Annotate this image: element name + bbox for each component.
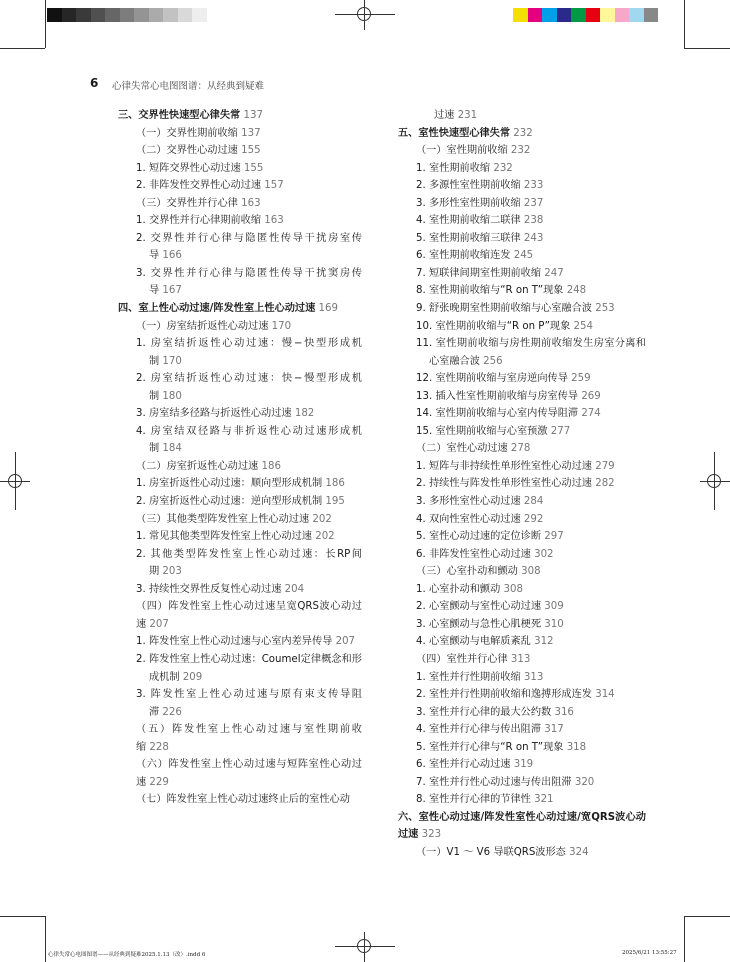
color-swatch xyxy=(600,8,615,22)
toc-entry[interactable] xyxy=(398,809,646,844)
toc-page-number: 313 xyxy=(520,671,544,683)
registration-mark-icon xyxy=(8,474,22,488)
toc-entry-label: 10. 室性期前收缩与“R on P”现象 xyxy=(416,320,571,332)
toc-entry[interactable] xyxy=(398,546,646,564)
toc-page-number: 302 xyxy=(530,548,554,560)
toc-entry[interactable] xyxy=(398,107,646,125)
toc-page-number: 237 xyxy=(520,197,544,209)
toc-entry[interactable] xyxy=(398,844,646,862)
toc-entry[interactable] xyxy=(398,177,646,195)
toc-entry[interactable] xyxy=(118,458,362,476)
toc-entry[interactable] xyxy=(118,195,362,213)
toc-entry[interactable] xyxy=(398,300,646,318)
toc-entry-label: 3. 心室颤动与急性心肌梗死 xyxy=(416,618,542,630)
crop-mark xyxy=(684,916,730,917)
toc-entry[interactable] xyxy=(118,107,362,125)
toc-entry[interactable] xyxy=(398,440,646,458)
toc-entry-label: 13. 插入性室性期前收缩与房室传导 xyxy=(416,390,579,402)
toc-entry[interactable] xyxy=(118,300,362,318)
toc-entry[interactable] xyxy=(398,388,646,406)
crop-mark xyxy=(45,916,46,962)
toc-entry-label: 4. 心室颤动与电解质紊乱 xyxy=(416,636,531,648)
toc-entry[interactable] xyxy=(118,370,362,405)
toc-entry-label: 1. 交界性并行心律期前收缩 xyxy=(136,215,262,227)
toc-entry-label: 5. 室性期前收缩三联律 xyxy=(416,232,521,244)
footer-timestamp: 2025/6/21 13:55:27 xyxy=(622,950,677,956)
toc-page-number: 157 xyxy=(261,180,284,192)
toc-entry[interactable] xyxy=(118,318,362,336)
toc-entry-label: 5. 室性心动过速的定位诊断 xyxy=(416,531,542,543)
toc-entry[interactable] xyxy=(398,651,646,669)
toc-entry-label: 15. 室性期前收缩与心室预激 xyxy=(416,425,548,437)
toc-page-number: 310 xyxy=(541,618,564,630)
toc-entry[interactable] xyxy=(398,125,646,143)
toc-page-number: 308 xyxy=(500,583,523,595)
toc-entry-label: 2. 持续性与阵发性单形性室性心动过速 xyxy=(416,478,592,490)
toc-entry-label: 1. 房室折返性心动过速：顺向型形成机制 xyxy=(136,478,323,490)
toc-page-number: 309 xyxy=(541,601,564,613)
toc-page-number: 207 xyxy=(146,618,169,630)
toc-entry-label: 2. 房室结折返性心动过速：快−慢型形成机制 xyxy=(136,373,362,402)
toc-page-number: 259 xyxy=(567,373,591,385)
toc-entry[interactable] xyxy=(398,704,646,722)
toc-entry[interactable] xyxy=(118,528,362,546)
toc-page-number: 169 xyxy=(315,303,338,315)
toc-page-number: 274 xyxy=(578,408,601,420)
toc-entry-label: 8. 室性期前收缩与“R on T”现象 xyxy=(416,285,564,297)
toc-entry-label: 2. 其他类型阵发性室上性心动过速：长RP间期 xyxy=(136,548,362,578)
toc-entry-label: 1. 室性并行性期前收缩 xyxy=(416,671,521,683)
color-swatch xyxy=(47,8,62,22)
toc-page-number: 269 xyxy=(578,390,601,402)
toc-entry[interactable] xyxy=(398,423,646,441)
toc-page-number: 253 xyxy=(591,303,615,315)
color-swatch xyxy=(571,8,586,22)
toc-entry[interactable] xyxy=(398,563,646,581)
color-swatch xyxy=(557,8,572,22)
toc-entry-label: 3. 多形性室性心动过速 xyxy=(416,496,521,508)
toc-entry-label: 1. 常见其他类型阵发性室上性心动过速 xyxy=(136,531,312,543)
toc-entry-label: 3. 多形性室性期前收缩 xyxy=(416,197,521,209)
toc-entry-label: （三）交界性并行心律 xyxy=(136,197,238,209)
color-swatch xyxy=(120,8,135,22)
color-swatch xyxy=(91,8,106,22)
toc-entry-label: 4. 室性并行心律与传出阻滞 xyxy=(416,724,542,736)
toc-entry-label: 1. 阵发性室上性心动过速与心室内差异传导 xyxy=(136,636,333,648)
toc-page-number: 186 xyxy=(322,478,345,490)
toc-page-number: 209 xyxy=(179,671,203,683)
toc-page-number: 204 xyxy=(281,583,305,595)
toc-page-number: 231 xyxy=(454,110,478,121)
toc-entry-label: （六）阵发性室上性心动过速与短阵室性心动过速 xyxy=(136,759,362,788)
toc-page-number: 320 xyxy=(571,776,595,788)
toc-entry-label: （二）房室折返性心动过速 xyxy=(136,460,259,472)
toc-entry[interactable] xyxy=(118,598,362,633)
color-swatch xyxy=(192,8,207,22)
toc-page-number: 319 xyxy=(510,759,534,771)
toc-entry[interactable] xyxy=(398,212,646,230)
toc-entry[interactable] xyxy=(118,546,362,581)
toc-entry[interactable] xyxy=(118,405,362,423)
toc-page-number: 297 xyxy=(541,531,564,543)
color-swatch xyxy=(528,8,543,22)
toc-entry[interactable] xyxy=(118,651,362,686)
toc-left-column xyxy=(118,107,362,809)
toc-page-number: 226 xyxy=(159,706,182,718)
toc-page-number: 254 xyxy=(570,320,593,332)
toc-entry-label: 11. 室性期前收缩与房性期前收缩发生房室分离和心室融合波 xyxy=(416,338,646,367)
toc-entry[interactable] xyxy=(118,177,362,195)
toc-entry-label: 2. 多源性室性期前收缩 xyxy=(416,180,521,192)
toc-entry[interactable] xyxy=(398,230,646,248)
toc-page-number: 163 xyxy=(261,215,284,227)
crop-mark xyxy=(45,0,46,48)
toc-entry[interactable] xyxy=(118,160,362,178)
page-number: 6 xyxy=(90,76,99,90)
toc-page-number: 182 xyxy=(291,408,315,420)
toc-entry-label: 2. 交界性并行心律与隐匿性传导干扰房室传导 xyxy=(136,232,362,262)
toc-page-number: 248 xyxy=(563,285,587,297)
toc-entry[interactable] xyxy=(398,756,646,774)
toc-entry[interactable] xyxy=(398,318,646,336)
toc-page-number: 233 xyxy=(520,180,544,192)
registration-mark-icon xyxy=(357,939,371,953)
toc-entry[interactable] xyxy=(398,791,646,809)
toc-page-number: 245 xyxy=(510,250,534,262)
toc-entry[interactable] xyxy=(118,475,362,493)
toc-entry-label: 7. 室性并行性心动过速与传出阻滞 xyxy=(416,776,572,788)
toc-page-number: 202 xyxy=(309,513,332,525)
toc-page-number: 166 xyxy=(159,250,182,262)
toc-entry-label: 1. 短阵交界性心动过速 xyxy=(136,162,241,174)
toc-entry[interactable] xyxy=(118,423,362,458)
toc-page-number: 155 xyxy=(240,162,264,174)
toc-entry[interactable] xyxy=(118,511,362,529)
toc-page-number: 279 xyxy=(591,460,615,472)
toc-entry-label: （七）阵发性室上性心动过速终止后的室性心动 xyxy=(136,794,350,806)
toc-entry[interactable] xyxy=(118,633,362,651)
toc-page-number: 277 xyxy=(547,425,571,437)
color-swatch xyxy=(513,8,528,22)
toc-page-number: 247 xyxy=(541,267,564,279)
toc-page-number: 323 xyxy=(418,829,442,841)
toc-entry[interactable] xyxy=(398,405,646,423)
toc-page-number: 243 xyxy=(520,232,544,244)
toc-entry[interactable] xyxy=(118,230,362,265)
crop-mark xyxy=(684,916,685,962)
toc-entry[interactable] xyxy=(118,212,362,230)
toc-entry[interactable] xyxy=(398,598,646,616)
toc-entry[interactable] xyxy=(398,686,646,704)
toc-entry[interactable] xyxy=(398,265,646,283)
toc-page-number: 229 xyxy=(146,776,169,788)
toc-entry-label: （四）阵发性室上性心动过速呈宽QRS波心动过速 xyxy=(136,601,362,630)
toc-entry[interactable] xyxy=(398,721,646,739)
toc-entry[interactable] xyxy=(118,756,362,791)
toc-entry-label: （二）室性心动过速 xyxy=(416,443,508,455)
toc-entry-label: 5. 室性并行心律与“R on T”现象 xyxy=(416,741,564,753)
toc-page-number: 232 xyxy=(507,145,531,157)
toc-entry-label: 四、室上性心动过速/阵发性室上性心动过速 xyxy=(118,303,316,315)
toc-page-number: 170 xyxy=(268,320,292,332)
toc-right-column xyxy=(398,107,646,862)
toc-entry[interactable] xyxy=(398,669,646,687)
toc-entry[interactable] xyxy=(398,774,646,792)
toc-page-number: 232 xyxy=(490,162,513,174)
toc-page-number: 232 xyxy=(510,127,533,139)
toc-entry-label: 14. 室性期前收缩与心室内传导阻滞 xyxy=(416,408,579,420)
toc-page-number: 137 xyxy=(240,110,263,121)
toc-entry-label: （五）阵发性室上性心动过速与室性期前收缩 xyxy=(136,724,362,753)
toc-entry-label: 2. 心室颤动与室性心动过速 xyxy=(416,601,542,613)
toc-entry[interactable] xyxy=(398,195,646,213)
color-swatch xyxy=(134,8,149,22)
toc-page-number: 284 xyxy=(520,496,544,508)
toc-entry-label: 2. 阵发性室上性心动过速：Coumel定律概念和形成机制 xyxy=(136,653,362,683)
toc-entry-label: 4. 室性期前收缩二联律 xyxy=(416,215,521,227)
toc-entry-label: 2. 非阵发性交界性心动过速 xyxy=(136,180,262,192)
toc-entry[interactable] xyxy=(118,493,362,511)
toc-entry-label: 六、室性心动过速/阵发性室性心动过速/宽QRS波心动过速 xyxy=(398,811,646,841)
toc-entry-label: 三、交界性快速型心律失常 xyxy=(118,110,241,121)
toc-entry-label: （一）室性期前收缩 xyxy=(416,145,508,157)
toc-entry[interactable] xyxy=(398,335,646,370)
toc-entry[interactable] xyxy=(398,370,646,388)
crop-mark xyxy=(0,916,45,917)
toc-page-number: 278 xyxy=(507,443,531,455)
toc-entry[interactable] xyxy=(118,142,362,160)
toc-entry-label: 6. 室性并行心动过速 xyxy=(416,759,511,771)
footer-file-info: 心律失常心电图图谱——从经典到疑难2025.1.13（改）.indd 6 xyxy=(48,952,206,958)
toc-page-number: 155 xyxy=(237,145,261,157)
toc-entry-label: 2. 房室折返性心动过速：逆向型形成机制 xyxy=(136,496,323,508)
toc-entry[interactable] xyxy=(398,511,646,529)
toc-entry-label: 1. 室性期前收缩 xyxy=(416,162,491,174)
toc-entry[interactable] xyxy=(118,265,362,300)
toc-page-number: 312 xyxy=(530,636,554,648)
crop-mark xyxy=(0,48,45,49)
toc-entry-label: （三）其他类型阵发性室上性心动过速 xyxy=(136,513,310,525)
process-color-bar xyxy=(513,8,658,22)
toc-page-number: 317 xyxy=(541,724,564,736)
toc-entry[interactable] xyxy=(118,125,362,143)
toc-page-number: 180 xyxy=(159,390,182,402)
toc-entry[interactable] xyxy=(398,142,646,160)
toc-entry-label: 9. 舒张晚期室性期前收缩与心室融合波 xyxy=(416,303,592,315)
toc-entry-label: 8. 室性并行心律的节律性 xyxy=(416,794,531,806)
toc-entry-label: 3. 持续性交界性反复性心动过速 xyxy=(136,583,282,595)
toc-entry-label: 1. 房室结折返性心动过速：慢−快型形成机制 xyxy=(136,338,362,367)
toc-page-number: 314 xyxy=(591,689,615,701)
toc-entry[interactable] xyxy=(398,528,646,546)
toc-entry-label: 3. 阵发性室上性心动过速与原有束支传导阻滞 xyxy=(136,689,362,718)
toc-page-number: 238 xyxy=(520,215,544,227)
toc-entry[interactable] xyxy=(398,739,646,757)
toc-entry[interactable] xyxy=(398,633,646,651)
toc-entry-label: 12. 室性期前收缩与室房逆向传导 xyxy=(416,373,568,385)
color-swatch xyxy=(178,8,193,22)
toc-page-number: 321 xyxy=(530,794,554,806)
toc-entry-label: 3. 室性并行心律的最大公约数 xyxy=(416,706,552,718)
toc-entry[interactable] xyxy=(118,721,362,756)
toc-page-number: 228 xyxy=(146,741,169,753)
registration-mark-icon xyxy=(707,474,721,488)
toc-entry[interactable] xyxy=(398,160,646,178)
running-title: 心律失常心电图图谱：从经典到疑难 xyxy=(112,81,265,92)
toc-entry[interactable] xyxy=(398,458,646,476)
toc-entry[interactable] xyxy=(398,616,646,634)
toc-page-number: 170 xyxy=(159,355,182,367)
toc-page-number: 186 xyxy=(258,460,281,472)
toc-page-number: 324 xyxy=(565,846,589,858)
toc-page-number: 256 xyxy=(479,355,503,367)
toc-entry-label: （一）V1 ～ V6 导联QRS波形态 xyxy=(416,846,566,858)
registration-mark-icon xyxy=(357,7,371,21)
grayscale-color-bar xyxy=(47,8,207,22)
color-swatch xyxy=(644,8,659,22)
toc-page-number: 282 xyxy=(591,478,615,490)
toc-entry-label: 1. 心室扑动和颤动 xyxy=(416,583,501,595)
toc-page-number: 184 xyxy=(159,443,182,455)
color-swatch xyxy=(76,8,91,22)
toc-page-number: 202 xyxy=(311,531,335,543)
toc-page-number: 137 xyxy=(237,127,261,139)
toc-entry[interactable] xyxy=(398,581,646,599)
toc-entry-label: （三）心室扑动和颤动 xyxy=(416,566,518,578)
color-swatch xyxy=(149,8,164,22)
toc-entry[interactable] xyxy=(118,581,362,599)
color-swatch xyxy=(163,8,178,22)
toc-entry[interactable] xyxy=(398,247,646,265)
toc-entry-label: 4. 房室结双径路与非折返性心动过速形成机制 xyxy=(136,425,362,455)
color-swatch xyxy=(586,8,601,22)
toc-page-number: 308 xyxy=(517,566,541,578)
toc-entry-label: 3. 交界性并行心律与隐匿性传导干扰窦房传导 xyxy=(136,267,362,297)
toc-page-number: 316 xyxy=(551,706,574,718)
toc-entry[interactable] xyxy=(118,335,362,370)
toc-entry-label: 2. 室性并行性期前收缩和逸搏形成连发 xyxy=(416,689,592,701)
toc-entry-label: 7. 短联律间期室性期前收缩 xyxy=(416,267,542,279)
toc-page-number: 163 xyxy=(237,197,261,209)
toc-entry[interactable] xyxy=(398,493,646,511)
crop-mark xyxy=(684,0,685,48)
crop-mark xyxy=(684,48,730,49)
toc-entry-label: （一）交界性期前收缩 xyxy=(136,127,238,139)
toc-entry-label: 五、室性快速型心律失常 xyxy=(398,127,511,139)
toc-entry-label: 3. 房室结多径路与折返性心动过速 xyxy=(136,408,292,420)
toc-page-number: 318 xyxy=(563,741,587,753)
toc-entry[interactable] xyxy=(118,791,362,809)
color-swatch xyxy=(62,8,77,22)
toc-entry-label: 过速 xyxy=(434,110,455,121)
toc-page-number: 207 xyxy=(332,636,356,648)
color-swatch xyxy=(615,8,630,22)
color-swatch xyxy=(629,8,644,22)
toc-entry-label: 6. 非阵发性室性心动过速 xyxy=(416,548,531,560)
toc-page-number: 167 xyxy=(159,285,182,297)
toc-entry[interactable] xyxy=(398,475,646,493)
color-swatch xyxy=(542,8,557,22)
toc-entry-label: 6. 室性期前收缩连发 xyxy=(416,250,511,262)
toc-page-number: 195 xyxy=(322,496,345,508)
toc-entry-label: （四）室性并行心律 xyxy=(416,653,508,665)
toc-entry[interactable] xyxy=(118,686,362,721)
toc-page-number: 313 xyxy=(507,653,531,665)
toc-entry-label: （一）房室结折返性心动过速 xyxy=(136,320,269,332)
toc-entry-label: 4. 双向性室性心动过速 xyxy=(416,513,521,525)
toc-entry-label: （二）交界性心动过速 xyxy=(136,145,238,157)
toc-entry-label: 1. 短阵与非持续性单形性室性心动过速 xyxy=(416,460,592,472)
color-swatch xyxy=(105,8,120,22)
toc-entry[interactable] xyxy=(398,282,646,300)
toc-page-number: 292 xyxy=(520,513,544,525)
toc-page-number: 203 xyxy=(159,566,182,578)
